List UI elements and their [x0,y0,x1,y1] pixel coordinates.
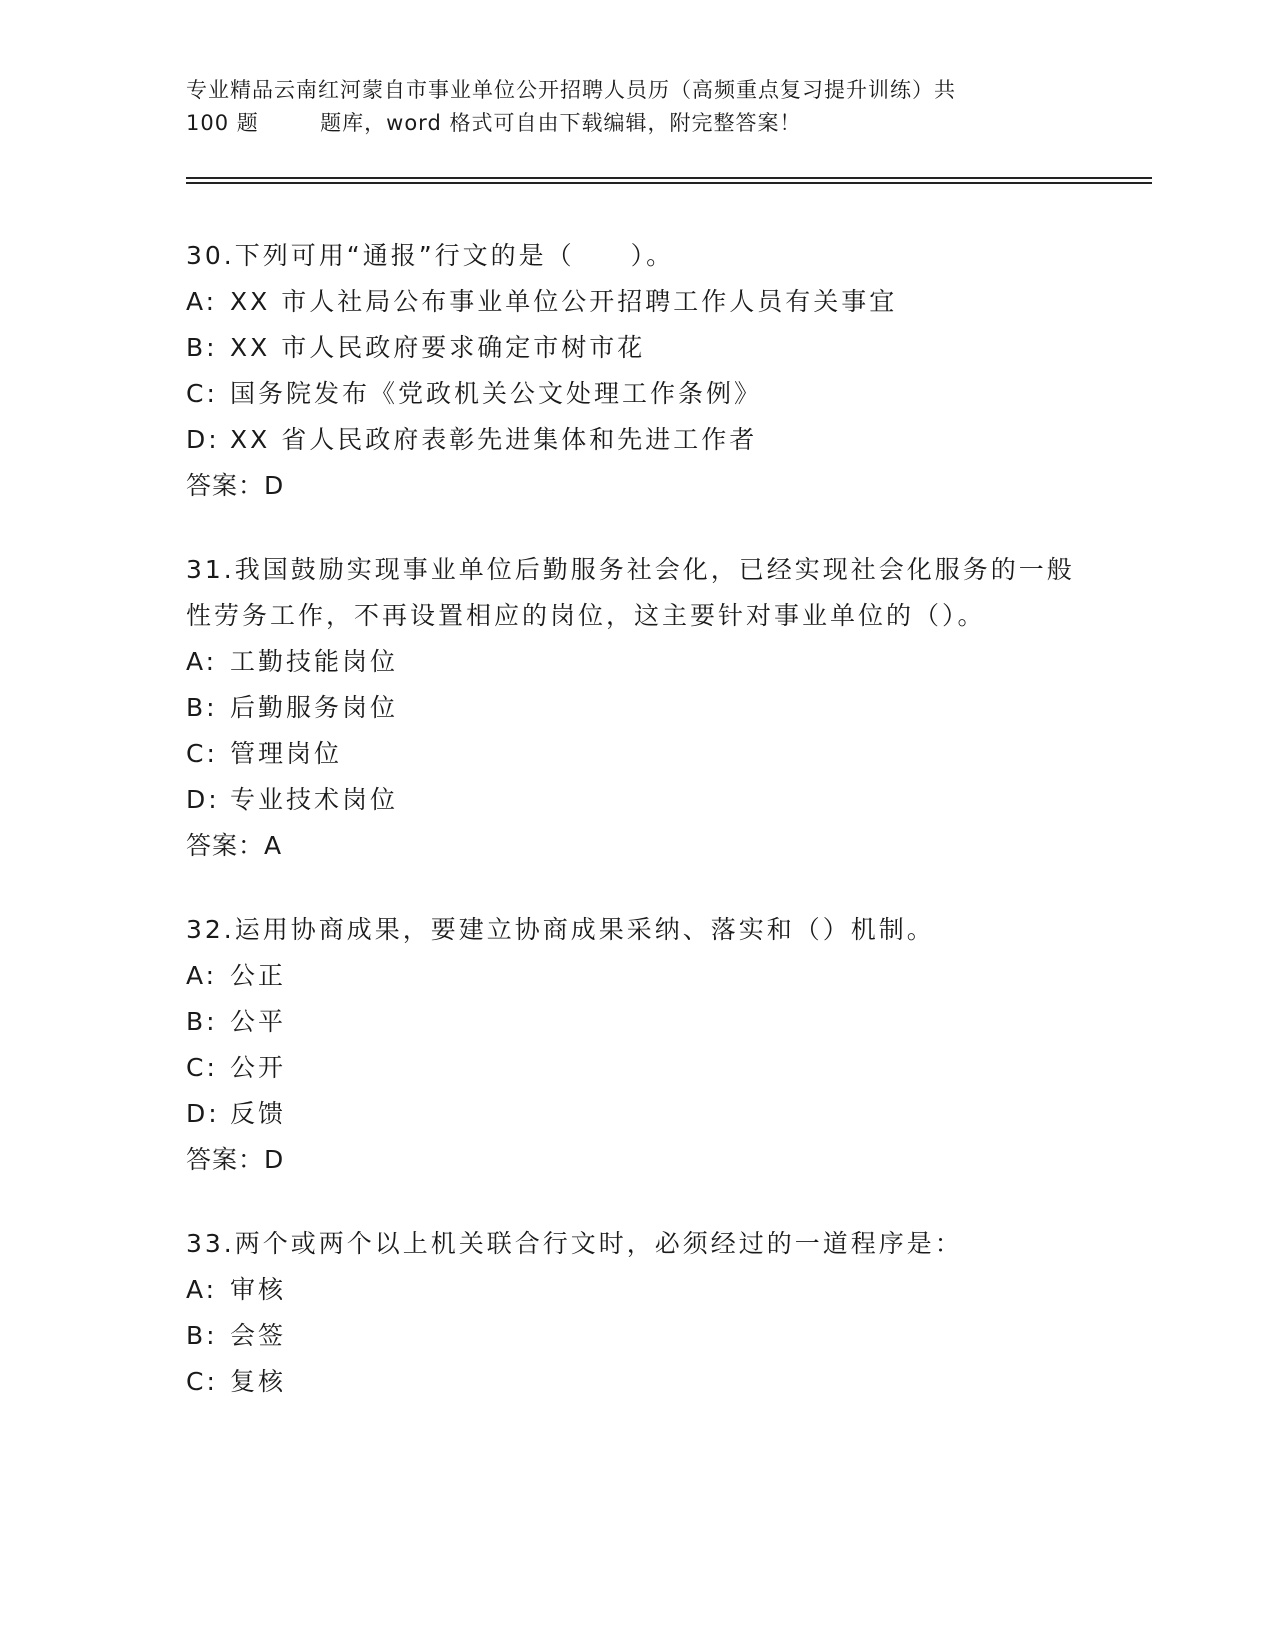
answer: 答案：D [186,471,285,500]
option-b [186,325,1086,371]
question-text: 31.我国鼓励实现事业单位后勤服务社会化，已经实现社会化服务的一般性劳务工作，不再设置相应的岗位，这主要针对事业单位的（）。 [186,555,1075,630]
document-header [186,74,1116,140]
option-b [186,1313,1086,1359]
option-letter: B: [186,333,218,362]
option-text: XX 省人民政府表彰先进集体和先进工作者 [230,425,758,454]
option-letter: B: [186,1321,218,1350]
question-list [186,233,1086,1443]
option-text: 公正 [230,961,287,990]
question-text: 32.运用协商成果，要建立协商成果采纳、落实和（）机制。 [186,915,935,944]
option-letter: C: [186,1053,218,1082]
question-30 [186,233,1086,509]
option-letter: A: [186,961,218,990]
option-text: 反馈 [230,1099,287,1128]
option-text: 复核 [230,1367,287,1396]
option-c [186,1045,1086,1091]
option-b [186,685,1086,731]
option-text: 管理岗位 [230,739,343,768]
option-a [186,639,1086,685]
question-text: 33.两个或两个以上机关联合行文时，必须经过的一道程序是： [186,1229,963,1258]
option-b [186,999,1086,1045]
option-letter: B: [186,693,218,722]
option-c [186,1359,1086,1405]
option-text: 专业技术岗位 [230,785,399,814]
option-letter: D: [186,785,220,814]
option-a [186,279,1086,325]
option-letter: C: [186,1367,218,1396]
question-33 [186,1221,1086,1405]
header-divider-top [186,177,1152,179]
question-31 [186,547,1086,869]
option-c [186,731,1086,777]
answer: 答案：A [186,831,283,860]
header-divider-bottom [186,182,1152,184]
option-text: 国务院发布《党政机关公文处理工作条例》 [230,379,763,408]
option-letter: A: [186,1275,218,1304]
option-text: 工勤技能岗位 [230,647,399,676]
answer: 答案：D [186,1145,285,1174]
option-text: XX 市人社局公布事业单位公开招聘工作人员有关事宜 [230,287,898,316]
question-text: 30.下列可用“通报”行文的是（ ）。 [186,241,675,270]
option-letter: C: [186,739,218,768]
option-d [186,777,1086,823]
option-d [186,417,1086,463]
header-title-line1: 专业精品云南红河蒙自市事业单位公开招聘人员历（高频重点复习提升训练）共 [186,78,956,102]
option-text: 公开 [230,1053,287,1082]
header-title-line2: 100 题 题库，word 格式可自由下载编辑，附完整答案！ [186,111,802,135]
option-letter: C: [186,379,218,408]
question-32 [186,907,1086,1183]
option-d [186,1091,1086,1137]
option-letter: D: [186,1099,220,1128]
option-c [186,371,1086,417]
option-letter: B: [186,1007,218,1036]
option-a [186,953,1086,999]
option-letter: A: [186,287,218,316]
option-letter: D: [186,425,220,454]
option-text: 后勤服务岗位 [230,693,399,722]
option-text: 公平 [230,1007,287,1036]
option-text: 会签 [230,1321,287,1350]
option-letter: A: [186,647,218,676]
option-a [186,1267,1086,1313]
option-text: 审核 [230,1275,287,1304]
option-text: XX 市人民政府要求确定市树市花 [230,333,646,362]
